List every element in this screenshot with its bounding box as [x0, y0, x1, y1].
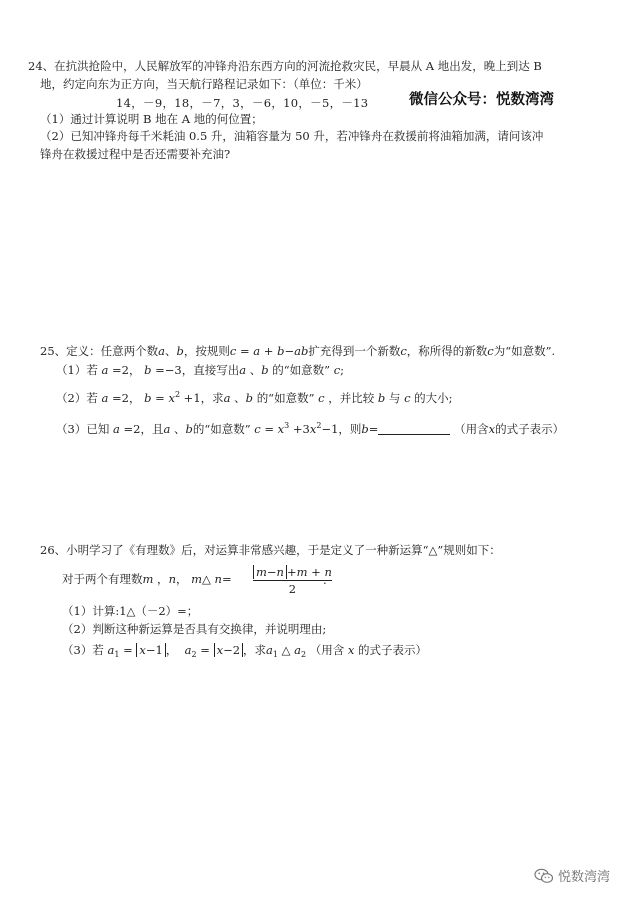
watermark-top: 微信公众号：悦数湾湾 [409, 92, 554, 108]
q24-part2-line1: （2）已知冲锋舟每千米耗油 0.5 升，油箱容量为 50 升，若冲锋舟在救援前将油箱加满，请问该冲 [40, 129, 544, 143]
q25-part1: （1）若 a =2， b =−3，直接写出a 、b 的“如意数” c; [56, 363, 345, 377]
answer-blank[interactable] [378, 422, 450, 435]
q26-rule-fraction: m−n +m + n 2 [253, 565, 332, 596]
q26-part2: （2）判断这种新运算是否具有交换律，并说明理由; [62, 622, 327, 636]
footer-watermark [534, 866, 610, 885]
q26-intro: 26、小明学习了《有理数》后，对运算非常感兴趣，于是定义了一种新运算“△”规则如下： [40, 543, 501, 557]
q25-part2: （2）若 a =2， $b = x^2 +1$，求a 、b 的“如意数” c ，并比较 b 与 c 的大小; [56, 390, 453, 405]
q26-part1: （1）计算:1△（－2）=； [62, 604, 199, 618]
q26-rule-period: . [323, 573, 327, 587]
q26-part3: （3）若 $a_1 = x-1$ ， $a_2 = x-2$ ，求$a_1$ △ $a_2$ （用含 x 的式子表示） [62, 643, 428, 659]
q25-part3: （3）已知 a =2，且a 、b的“如意数” $c = x^3 +3x^2-1$，则b= （用含x的式子表示） [56, 421, 565, 436]
q24-part2-line2: 锋舟在救援过程中是否还需要补充油? [40, 147, 231, 161]
q25-definition: 25、定义：任意两个数a、b，按规则c = a + b−ab扩充得到一个新数c，称所得的新数c为“如意数”. [40, 344, 556, 358]
footer-watermark-text: 悦数湾湾 [558, 870, 611, 885]
q24-line2: 地，约定向东为正方向，当天航行路程记录如下：（单位：千米） [40, 77, 368, 91]
q26-rule-text: 对于两个有理数m ，n， m△ n= [62, 572, 232, 586]
wechat-icon [534, 868, 554, 884]
q24-part1: （1）通过计算说明 B 地在 A 地的何位置； [40, 112, 263, 126]
q24-records: 14，－9，18，－7，3，－6，10，－5，－13 [116, 96, 369, 110]
q24-line1: 24、在抗洪抢险中，人民解放军的冲锋舟沿东西方向的河流抢救灾民，早晨从 A 地出发，晚上到达 B [28, 59, 542, 73]
